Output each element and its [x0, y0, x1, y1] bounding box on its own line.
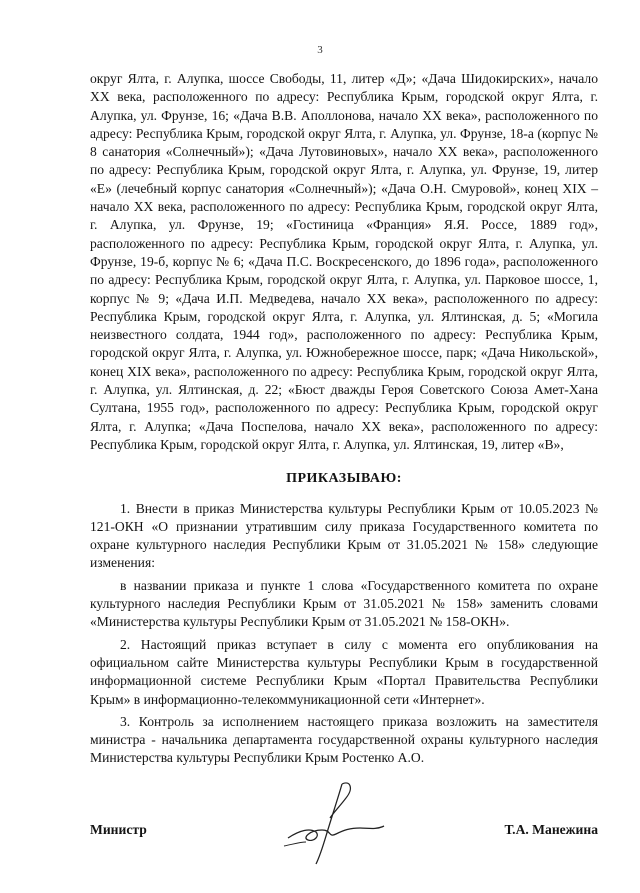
- order-item-1-change: в названии приказа и пункте 1 слова «Государственного комитета по охране культурного наследия Республики Крым от 31.05.2021 № 158» заменить словами «Министерства культуры Республики Крым от 31.05.2021 № 158-ОКН».: [90, 577, 598, 630]
- document-body: [90, 70, 598, 768]
- order-item-1: 1. Внести в приказ Министерства культуры Республики Крым от 10.05.2023 № 121-ОКН «О признании утратившим силу приказа Государственного комитета по охране культурного наследия Республики Крым от 31.05.2021 № 158» следующие изменения:: [90, 500, 598, 571]
- page-number: 3: [317, 44, 323, 56]
- order-heading: ПРИКАЗЫВАЮ:: [286, 471, 402, 487]
- order-item-2: 2. Настоящий приказ вступает в силу с момента его опубликования на официальном сайте Министерства культуры Республики Крым в государственной информационной системе Республики Крым «Портал Правительства Республики Крым» в информационно-телекоммуникационной сети «Интернет».: [90, 636, 598, 707]
- object-list-paragraph: округ Ялта, г. Алупка, шоссе Свободы, 11, литер «Д»; «Дача Шидокирских», начало XX века, расположенного по адресу: Республика Крым, городской округ Ялта, г. Алупка, ул. Фрунзе, 16; «Дача В.В. Аполлонова, начало XX века», расположенного по адресу: Республика Крым, городской округ Ялта, г. Алупка, ул. Фрунзе, 18-а (корпус № 8 санатория «Солнечный»); «Дача Лутовиновых», начало XX века», расположенного по адресу: Республика Крым, городской округ Ялта, г. Алупка, ул. Фрунзе, 19, литер «Е» (лечебный корпус санатория «Солнечный»); «Дача О.Н. Смуровой», конец XIX – начало XX века, расположенного по адресу: Республика Крым, городской округ Ялта, г. Алупка, ул. Фрунзе, 19; «Гостиница «Франция» Я.Я. Россе, 1889 год», расположенного по адресу: Республика Крым, городской округ Ялта, г. Алупка, ул. Фрунзе, 19-б, корпус № 6; «Дача П.С. Воскресенского, до 1896 года», расположенного по адресу: Республика Крым, городской округ Ялта, г. Алупка, ул. Парковое шоссе, 1, корпус № 9; «Дача И.П. Медведева, начало XX века», расположенного по адресу: Республика Крым, городской округ Ялта, г. Алупка, ул. Ялтинская, д. 5; «Могила неизвестного солдата, 1944 год», расположенного по адресу: Республика Крым, городской округ Ялта, г. Алупка, ул. Южнобережное шоссе, парк; «Дача Никольской», конец XIX века», расположенного по адресу: Республика Крым, городской округ Ялта, г. Алупка, ул. Ялтинская, д. 22; «Бюст дважды Героя Советского Союза Амет-Хана Султана, 1955 год», расположенного по адресу: Республика Крым, городской округ Ялта, г. Алупка; «Дача Поспелова, начало XX века», расположенного по адресу: Республика Крым, городской округ Ялта, г. Алупка, ул. Ялтинская, 19, литер «В»,: [90, 71, 598, 452]
- signature-block: [90, 822, 598, 846]
- order-item-3: 3. Контроль за исполнением настоящего приказа возложить на заместителя министра - начальника департамента государственной охраны культурного наследия Министерства культуры Республики Крым Ростенко А.О.: [90, 713, 598, 766]
- signatory-name: Т.А. Манежина: [504, 822, 598, 837]
- signatory-title: Министр: [90, 822, 147, 837]
